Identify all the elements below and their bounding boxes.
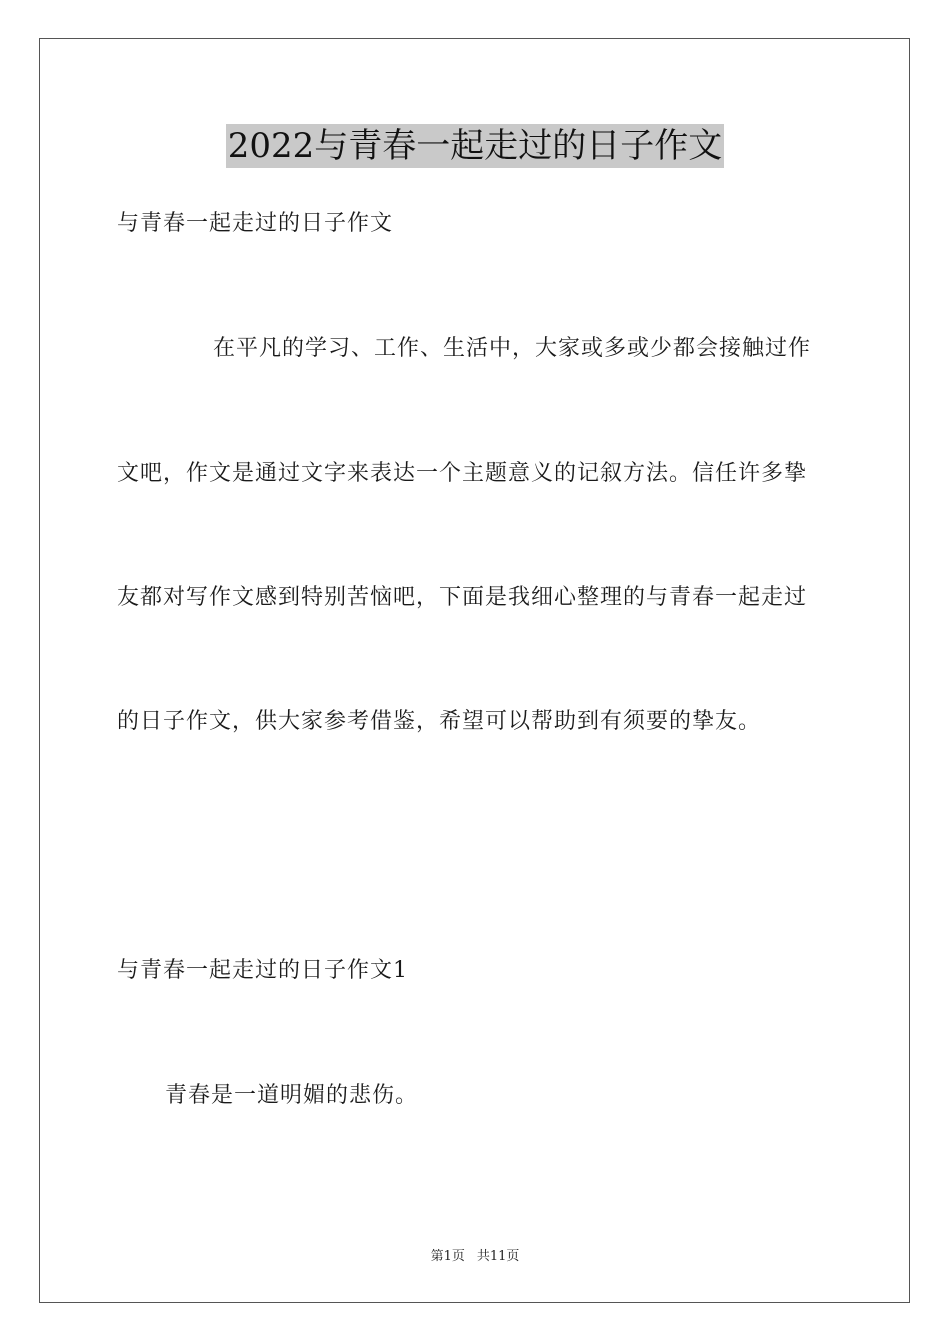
document-subtitle: 与青春一起走过的日子作文 [117, 211, 394, 236]
page-total: 共11页 [476, 1249, 520, 1264]
section-first-line: 青春是一道明媚的悲伤。 [165, 1083, 419, 1108]
page-footer [0, 1248, 950, 1266]
intro-line-1: 在平凡的学习、工作、生活中，大家或多或少都会接触过作 [213, 336, 812, 361]
title-container [0, 124, 950, 168]
page-number: 第1页 [430, 1249, 465, 1264]
intro-line-4: 的日子作文，供大家参考借鉴，希望可以帮助到有须要的挚友。 [117, 709, 762, 734]
intro-line-2: 文吧，作文是通过文字来表达一个主题意义的记叙方法。信任许多挚 [117, 461, 808, 486]
intro-line-3: 友都对写作文感到特别苦恼吧，下面是我细心整理的与青春一起走过 [117, 585, 808, 610]
document-title: 2022与青春一起走过的日子作文 [227, 126, 723, 166]
section-heading: 与青春一起走过的日子作文1 [117, 958, 408, 983]
